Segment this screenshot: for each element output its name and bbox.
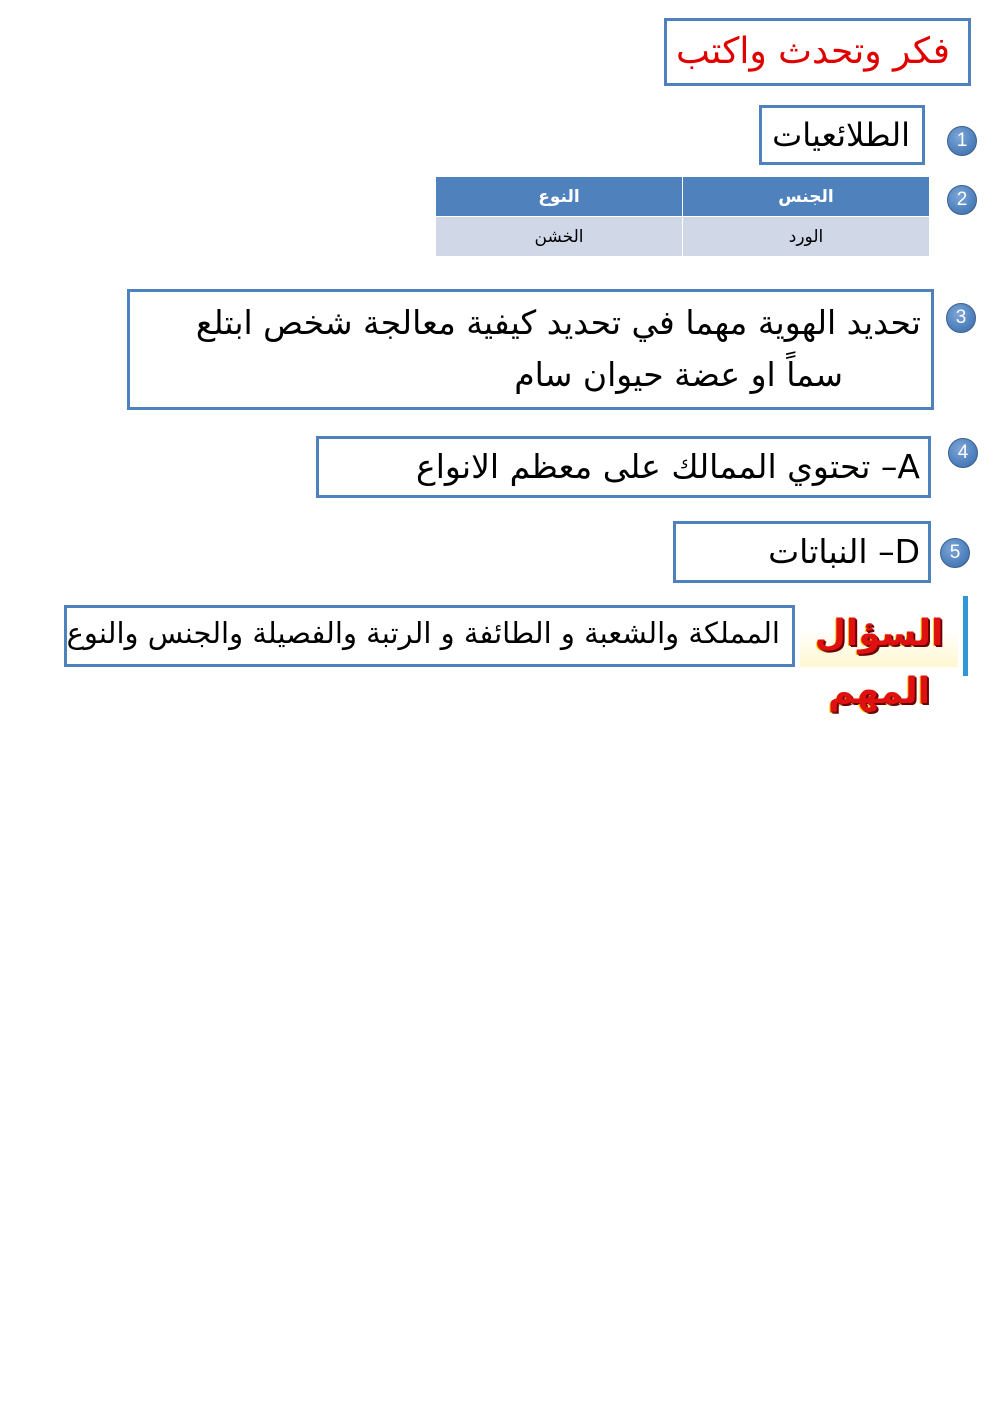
answer-4-text: A– تحتوي الممالك على معظم الانواع	[416, 447, 920, 486]
table-cell-genus: الورد	[683, 217, 930, 257]
answer-2-table	[435, 176, 930, 257]
number-badge-2: 2	[947, 185, 977, 215]
table-header-species: النوع	[436, 177, 683, 217]
number-badge-3: 3	[946, 303, 976, 333]
answer-4-box	[316, 436, 931, 498]
answer-5-box	[673, 521, 931, 583]
key-question-answer-text: المملكة والشعبة و الطائفة و الرتبة والفصيلة والجنس والنوع	[66, 616, 780, 650]
answer-3-box	[127, 289, 934, 410]
answer-3-line-1: تحديد الهوية مهما في تحديد كيفية معالجة شخص ابتلع	[195, 303, 921, 342]
number-badge-1: 1	[947, 126, 977, 156]
table-header-genus: الجنس	[683, 177, 930, 217]
answer-5-text: D– النباتات	[768, 532, 920, 571]
answer-1-text: الطلائعيات	[772, 116, 910, 154]
table-header-row	[436, 177, 930, 217]
answer-3-line-2: سماً او عضة حيوان سام	[514, 355, 843, 394]
key-question-badge: السؤال المهم	[800, 605, 958, 667]
number-badge-4: 4	[948, 438, 978, 468]
table-row	[436, 217, 930, 257]
page-title: فكر وتحدث واكتب	[675, 31, 950, 72]
answer-1-box	[759, 105, 925, 165]
number-badge-5: 5	[940, 538, 970, 568]
table-cell-species: الخشن	[436, 217, 683, 257]
key-question-side-bar	[963, 596, 968, 676]
title-box	[664, 18, 971, 86]
key-question-answer-box	[64, 605, 795, 667]
